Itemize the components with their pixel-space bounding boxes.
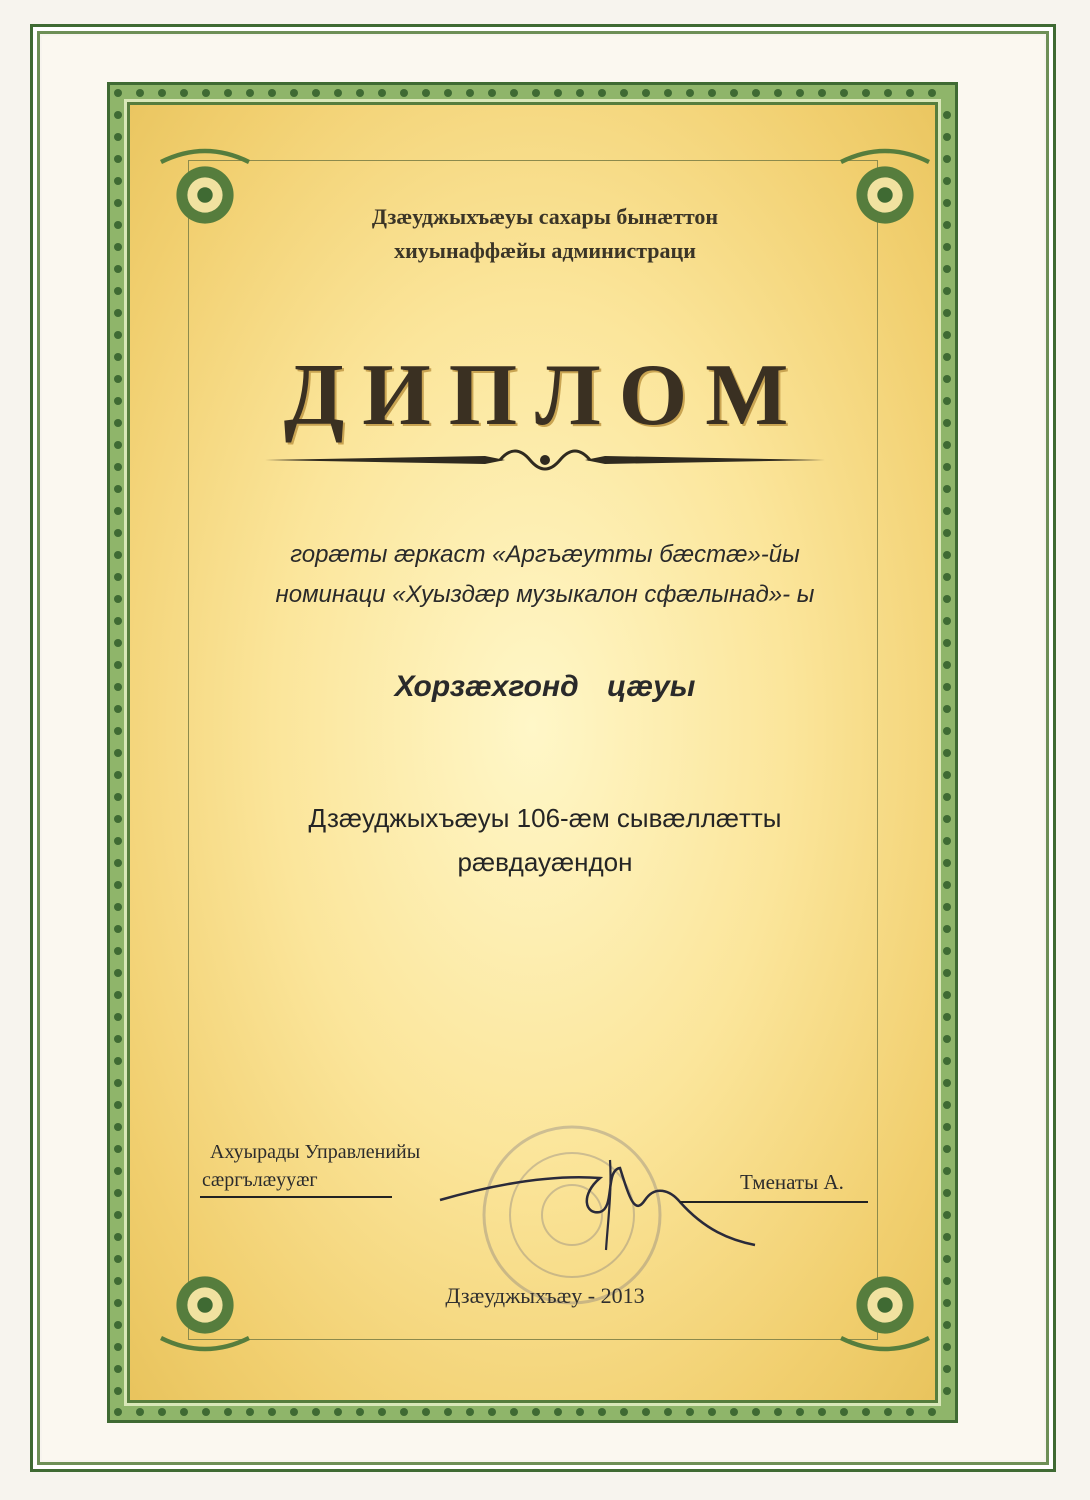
border-bead [114, 1233, 122, 1241]
border-bead [334, 1408, 342, 1416]
border-bead [114, 1123, 122, 1131]
border-bead [818, 1408, 826, 1416]
border-bead [114, 639, 122, 647]
signer-title-line-1: Ахуырады Управленийы [210, 1141, 421, 1163]
border-bead [943, 1343, 951, 1351]
border-bead [290, 1408, 298, 1416]
border-bead [554, 89, 562, 97]
signer-name: Тменаты А. [740, 1170, 844, 1194]
border-bead [943, 1167, 951, 1175]
border-bead [114, 749, 122, 757]
border-bead [943, 1035, 951, 1043]
border-bead [114, 331, 122, 339]
border-bead [943, 111, 951, 119]
border-bead [943, 771, 951, 779]
border-bead [928, 89, 936, 97]
border-bead [906, 89, 914, 97]
border-bead [818, 89, 826, 97]
border-bead [943, 727, 951, 735]
signature-line-left [200, 1196, 392, 1198]
border-bead [943, 1189, 951, 1197]
border-bead [114, 617, 122, 625]
border-bead [943, 1233, 951, 1241]
border-bead [943, 903, 951, 911]
issuing-organization [0, 200, 1090, 268]
border-bead [576, 1408, 584, 1416]
border-bead [224, 89, 232, 97]
border-bead [114, 1013, 122, 1021]
border-bead [943, 661, 951, 669]
border-bead [943, 287, 951, 295]
border-bead [114, 903, 122, 911]
border-bead [246, 1408, 254, 1416]
border-bead [730, 89, 738, 97]
border-bead [576, 89, 584, 97]
border-bead [884, 1408, 892, 1416]
border-bead [114, 1145, 122, 1153]
border-bead [943, 309, 951, 317]
border-bead [444, 89, 452, 97]
border-bead [943, 705, 951, 713]
border-bead [686, 1408, 694, 1416]
border-bead [664, 89, 672, 97]
border-bead [114, 177, 122, 185]
border-bead [136, 1408, 144, 1416]
signer-title-line-2: сæргълæууæг [202, 1169, 318, 1191]
border-bead [774, 89, 782, 97]
signature-icon [430, 1140, 760, 1260]
border-bead [943, 1123, 951, 1131]
award-word-2: цæуы [607, 670, 696, 703]
recipient-line-1: Дзæуджыхъæуы 106-æм сывæллæтты [308, 803, 782, 833]
border-bead [114, 89, 122, 97]
border-bead [466, 1408, 474, 1416]
border-bead [943, 1365, 951, 1373]
border-bead [943, 639, 951, 647]
border-bead [906, 1408, 914, 1416]
border-bead [114, 1408, 122, 1416]
border-bead [532, 1408, 540, 1416]
border-bead [943, 969, 951, 977]
border-bead [943, 1387, 951, 1395]
border-bead [422, 89, 430, 97]
border-bead [708, 1408, 716, 1416]
place-and-date: Дзæуджыхъæу - 2013 [445, 1283, 645, 1308]
border-bead [114, 1255, 122, 1263]
border-bead [114, 1189, 122, 1197]
border-bead [884, 89, 892, 97]
border-bead [114, 507, 122, 515]
border-bead [202, 89, 210, 97]
border-bead [664, 1408, 672, 1416]
border-bead [943, 1255, 951, 1263]
border-bead [246, 89, 254, 97]
border-bead [510, 89, 518, 97]
border-bead [290, 89, 298, 97]
border-bead [510, 1408, 518, 1416]
border-bead [114, 1167, 122, 1175]
border-bead [114, 1057, 122, 1065]
award-word-1: Хорзæхгонд [394, 670, 579, 703]
border-bead [356, 89, 364, 97]
border-bead [642, 1408, 650, 1416]
border-bead [943, 1211, 951, 1219]
recipient-block [0, 796, 1090, 884]
border-bead [620, 89, 628, 97]
signature-line-right [680, 1201, 868, 1203]
border-bead [943, 1145, 951, 1153]
border-bead [943, 331, 951, 339]
recipient-line-2: рæвдауæндон [457, 847, 633, 877]
border-bead [136, 89, 144, 97]
border-bead [334, 89, 342, 97]
border-bead [943, 155, 951, 163]
border-bead [752, 1408, 760, 1416]
border-bead [840, 1408, 848, 1416]
diploma-title: ДИПЛОМ [283, 347, 807, 444]
border-bead [158, 1408, 166, 1416]
border-bead [114, 969, 122, 977]
border-bead [114, 1387, 122, 1395]
border-bead [224, 1408, 232, 1416]
border-bead [598, 89, 606, 97]
border-bead [114, 463, 122, 471]
border-bead [312, 89, 320, 97]
border-bead [158, 89, 166, 97]
nomination-block [0, 535, 1090, 615]
border-bead [114, 1035, 122, 1043]
border-bead [532, 89, 540, 97]
border-bead [202, 1408, 210, 1416]
border-bead [840, 89, 848, 97]
border-bead [114, 771, 122, 779]
border-bead [268, 89, 276, 97]
border-bead [114, 1343, 122, 1351]
border-bead [774, 1408, 782, 1416]
border-bead [943, 485, 951, 493]
border-bead [312, 1408, 320, 1416]
border-bead [598, 1408, 606, 1416]
border-bead [114, 111, 122, 119]
border-bead [730, 1408, 738, 1416]
border-bead [114, 1079, 122, 1087]
border-bead [943, 947, 951, 955]
border-bead [114, 1365, 122, 1373]
border-bead [943, 1013, 951, 1021]
border-bead [943, 1079, 951, 1087]
border-bead [928, 1408, 936, 1416]
border-bead [943, 1101, 951, 1109]
border-bead [796, 89, 804, 97]
border-bead [114, 485, 122, 493]
border-bead [114, 947, 122, 955]
border-bead [114, 991, 122, 999]
border-bead [114, 727, 122, 735]
award-statement [0, 670, 1090, 704]
flourish-divider-icon [265, 440, 825, 480]
border-bead [114, 309, 122, 317]
border-bead [422, 1408, 430, 1416]
border-bead [752, 89, 760, 97]
border-bead [114, 155, 122, 163]
border-bead [943, 177, 951, 185]
border-bead [114, 1321, 122, 1329]
border-bead [488, 89, 496, 97]
signer-title [202, 1138, 420, 1194]
border-bead [466, 89, 474, 97]
border-bead [943, 1321, 951, 1329]
border-bead [114, 705, 122, 713]
border-bead [268, 1408, 276, 1416]
org-line-1: Дзæуджыхъæуы сахары бынæттон [371, 204, 719, 229]
border-bead [708, 89, 716, 97]
border-bead [943, 1057, 951, 1065]
nomination-line-2: номинаци «Хуыздæр музыкалон сфæлынад»- ы [275, 581, 815, 608]
border-bead [378, 1408, 386, 1416]
border-bead [356, 1408, 364, 1416]
border-bead [114, 925, 122, 933]
border-bead [114, 1211, 122, 1219]
border-bead [686, 89, 694, 97]
border-bead [943, 749, 951, 757]
border-bead [554, 1408, 562, 1416]
border-bead [180, 1408, 188, 1416]
border-bead [862, 89, 870, 97]
border-bead [488, 1408, 496, 1416]
border-bead [378, 89, 386, 97]
border-bead [444, 1408, 452, 1416]
border-bead [943, 507, 951, 515]
border-bead [620, 1408, 628, 1416]
border-bead [943, 991, 951, 999]
nomination-line-1: горæты æркаст «Аргъæутты бæстæ»-йы [290, 541, 800, 568]
border-bead [114, 287, 122, 295]
border-bead [943, 463, 951, 471]
border-bead [180, 89, 188, 97]
border-bead [796, 1408, 804, 1416]
border-bead [400, 89, 408, 97]
border-bead [862, 1408, 870, 1416]
org-line-2: хиуынаффæйы администраци [394, 238, 696, 263]
border-bead [400, 1408, 408, 1416]
border-bead [943, 133, 951, 141]
border-bead [114, 1101, 122, 1109]
border-bead [642, 89, 650, 97]
border-bead [114, 661, 122, 669]
border-bead [943, 617, 951, 625]
border-bead [114, 133, 122, 141]
border-bead [943, 925, 951, 933]
